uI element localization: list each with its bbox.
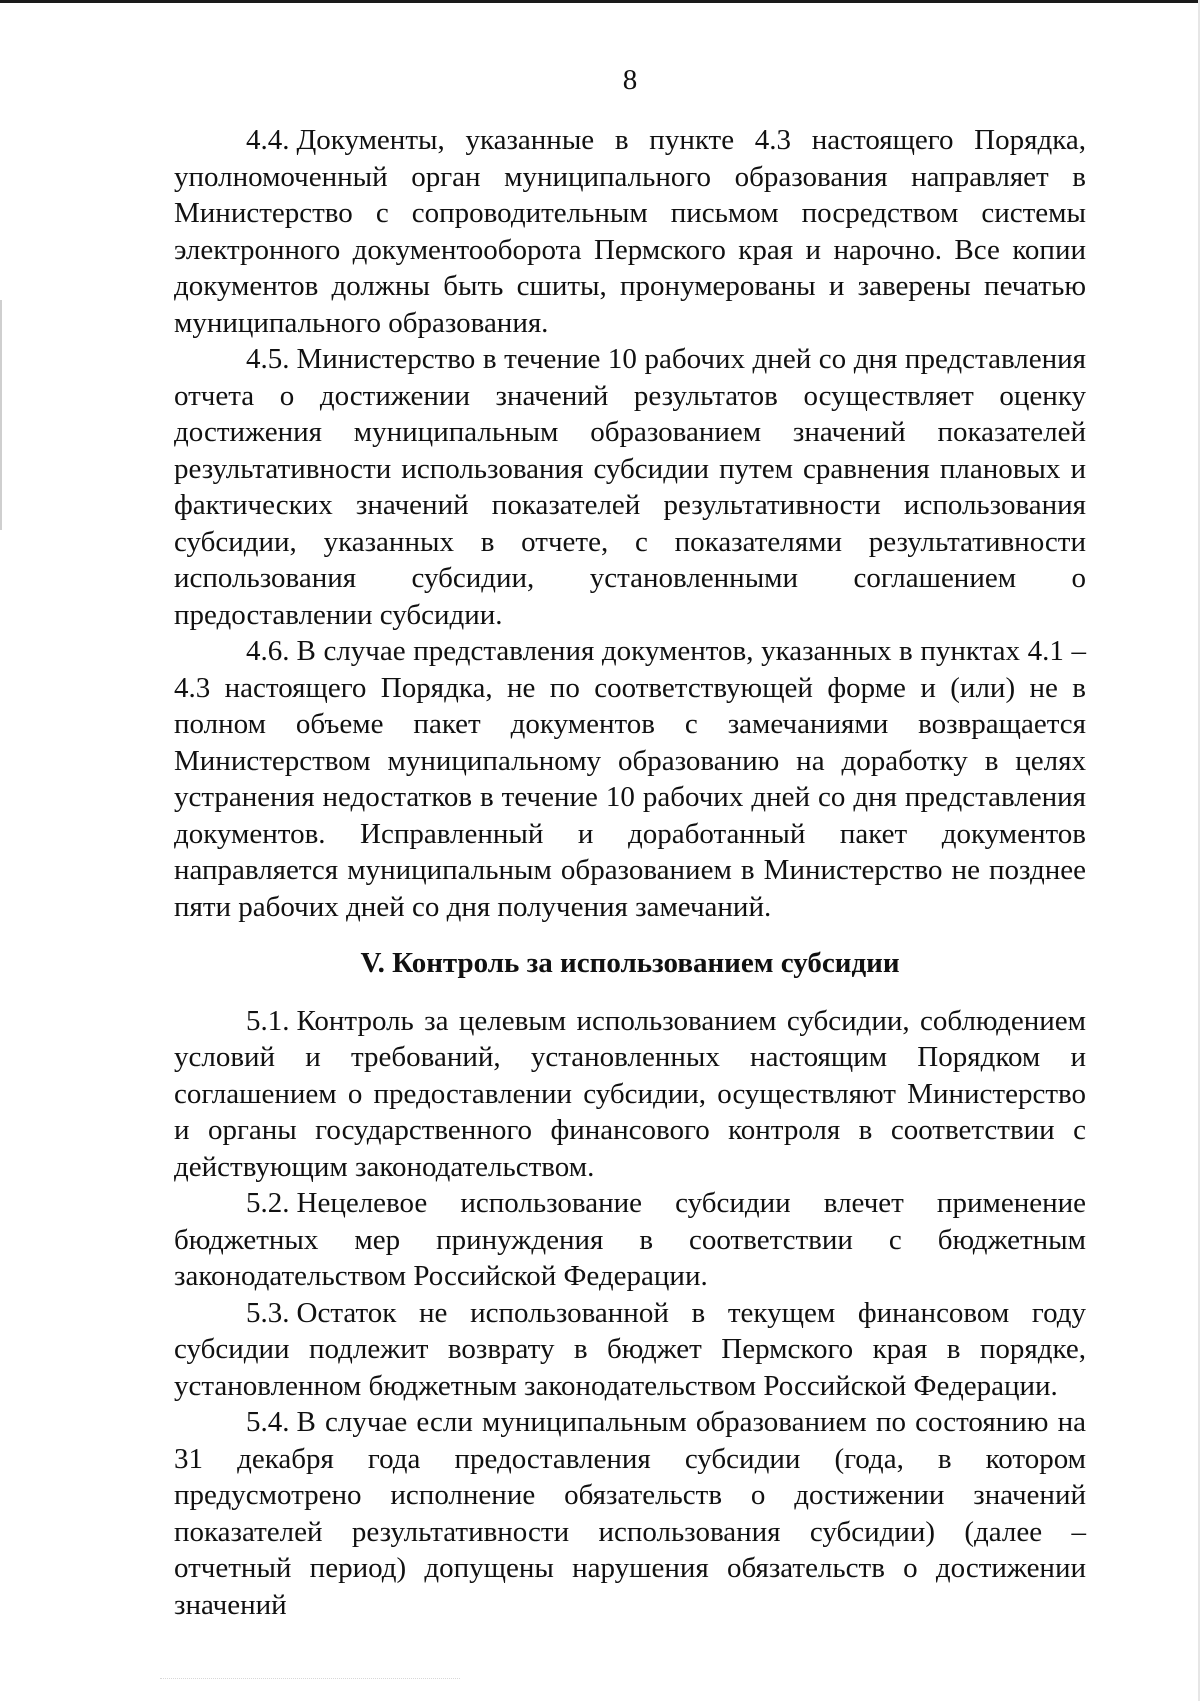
- paragraph-4-6: [174, 633, 1086, 925]
- paragraph-number: 5.2.: [246, 1187, 290, 1219]
- paragraph-text: В случае представления документов, указанных в пунктах 4.1 – 4.3 настоящего Порядка, не по соответствующей форме и (или) не в полном объеме пакет документов с замечаниями возвращается Министерством муниципальному образованию на доработку в целях устранения недостатков в течение 10 рабочих дней со дня представления документов. Исправленный и доработанный пакет документов направляется муниципальным образованием в Министерство не позднее пяти рабочих дней со дня получения замечаний.: [174, 635, 1086, 923]
- paragraph-number: 5.3.: [246, 1296, 290, 1329]
- paragraph-number: 4.6.: [246, 635, 290, 667]
- paragraph-text: Документы, указанные в пункте 4.3 настоящего Порядка, уполномоченный орган муниципального образования направляет в Министерство с сопроводительным письмом посредством системы электронного документооборота Пермского края и нарочно. Все копии документов должны быть сшиты, пронумерованы и заверены печатью муниципального образования.: [174, 124, 1086, 339]
- paragraph-5-2: [174, 1185, 1086, 1295]
- paragraph-text: В случае если муниципальным образованием по состоянию на 31 декабря года предоставления субсидии (года, в котором предусмотрено исполнение обязательств о достижении значений показателей результативности использования субсидии) (далее – отчетный период) допущены нарушения обязательств о достижении значений: [174, 1406, 1086, 1621]
- section-heading: V. Контроль за использованием субсидии: [360, 947, 900, 979]
- paragraph-text: Министерство в течение 10 рабочих дней со дня представления отчета о достижении значений результатов осуществляет оценку достижения муниципальным образованием значений показателей результативности использования субсидии путем сравнения плановых и фактических значений показателей результативности использования субсидии, указанных в отчете, с показателями результативности использования субсидии, установленными соглашением о предоставлении субсидии.: [174, 343, 1086, 631]
- paragraph-number: 4.4.: [246, 124, 290, 156]
- paragraph-4-4: [174, 122, 1086, 341]
- paragraph-number: 5.1.: [246, 1004, 290, 1037]
- paragraph-number: 5.4.: [246, 1406, 290, 1438]
- document-body: [174, 122, 1086, 1623]
- paragraph-4-5: [174, 341, 1086, 633]
- paragraph-text: Остаток не использованной в текущем финансовом году субсидии подлежит возврату в бюджет Пермского края в порядке, установленном бюджетным законодательством Российской Федерации.: [174, 1296, 1086, 1402]
- paragraph-5-4: [174, 1404, 1086, 1623]
- paragraph-5-1: [174, 1003, 1086, 1186]
- paragraph-number: 4.5.: [246, 343, 290, 375]
- page-number: 8: [622, 64, 638, 96]
- paragraph-text: Нецелевое использование субсидии влечет применение бюджетных мер принуждения в соответствии с бюджетным законодательством Российской Федерации.: [174, 1187, 1086, 1292]
- scan-top-border: [0, 0, 1200, 3]
- scan-bottom-artifact: [160, 1678, 460, 1679]
- paragraph-text: Контроль за целевым использованием субсидии, соблюдением условий и требований, установленных настоящим Порядком и соглашением о предоставлении субсидии, осуществляют Министерство и органы государственного финансового контроля в соответствии с действующим законодательством.: [174, 1004, 1086, 1183]
- paragraph-5-3: [174, 1295, 1086, 1405]
- scan-left-edge-mark: [0, 300, 2, 530]
